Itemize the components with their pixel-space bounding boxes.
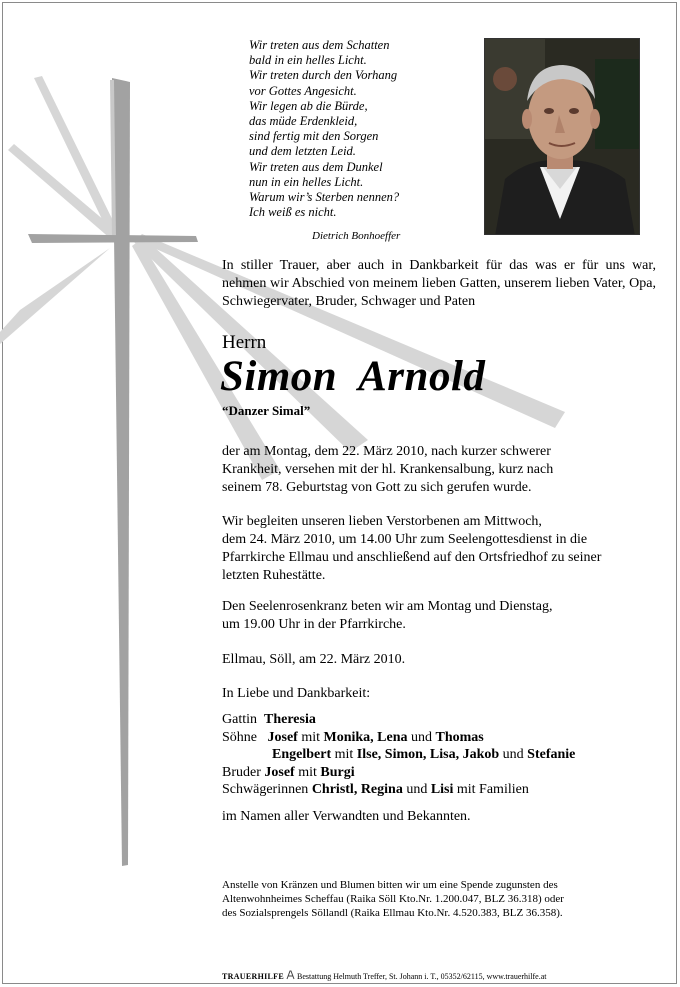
relatives (222, 808, 652, 826)
connector-text: und (502, 747, 524, 762)
portrait-photo (484, 38, 640, 235)
text-line: seinem 78. Geburtstag von Gott zu sich gerufen wurde. (222, 480, 532, 495)
poem-line: sind fertig mit den Sorgen (249, 129, 379, 144)
poem-author: Dietrich Bonhoeffer (312, 230, 401, 242)
family-list (222, 711, 575, 799)
poem-line: Wir legen ab die Bürde, (249, 98, 368, 113)
text-line: dem 24. März 2010, um 14.00 Uhr zum Seelengottesdienst in die (222, 532, 588, 547)
poem-line: bald in ein helles Licht. (249, 53, 367, 68)
poem-line: nun in ein helles Licht. (249, 174, 364, 189)
nickname: “Danzer Simal” (222, 403, 311, 418)
family-label: Söhne (222, 729, 257, 745)
poem-line: Wir treten aus dem Schatten (249, 38, 390, 52)
family-name: Christl, Regina (311, 782, 403, 797)
deceased-name: Simon Arnold (220, 353, 486, 400)
family-name: Burgi (320, 764, 355, 780)
family-name: Ilse, Simon, Lisa, Jakob (356, 747, 500, 762)
footer-brand: TRAUERHILFE (222, 972, 284, 981)
place-date (222, 651, 652, 669)
family-name: Josef (264, 764, 295, 780)
text-line: Den Seelenrosenkranz beten wir am Montag und Dienstag, (222, 599, 553, 614)
connector-text: mit (334, 747, 354, 762)
family-label: Gattin (222, 712, 257, 727)
text-line: der am Montag, dem 22. März 2010, nach kurzer schwerer (222, 444, 551, 459)
rosary-paragraph (222, 598, 652, 634)
text-line: Altenwohnheimes Scheffau (Raika Söll Kto.Nr. 1.200.047, BLZ 36.318) oder (222, 893, 564, 905)
poem-line: und dem letzten Leid. (249, 144, 356, 159)
text-line: letzten Ruhestätte. (222, 568, 326, 583)
connector-text: mit (301, 729, 320, 745)
poem (249, 38, 459, 220)
footer (222, 970, 546, 981)
text-line: um 19.00 Uhr in der Pfarrkirche. (222, 617, 406, 632)
connector-text: und (411, 729, 433, 745)
family-name: Lisi (430, 782, 454, 797)
poem-line: Wir treten durch den Vorhang (249, 68, 398, 83)
poem-line: Ich weiß es nicht. (249, 205, 337, 220)
text-line: Pfarrkirche Ellmau und anschließend auf den Ortsfriedhof zu seiner (222, 550, 602, 565)
salutation: Herrn (222, 332, 267, 353)
death-paragraph (222, 443, 652, 497)
family-name: Stefanie (527, 747, 576, 762)
family-name: Monika, Lena (323, 729, 408, 745)
connector-text: und (406, 782, 428, 797)
family-name: Josef (267, 729, 298, 745)
text-line: Krankheit, versehen mit der hl. Krankensalbung, kurz nach (222, 462, 554, 477)
funeral-paragraph (222, 513, 652, 585)
family-label: Bruder (222, 764, 261, 780)
family-name: Engelbert (272, 747, 332, 762)
closing (222, 685, 652, 703)
trauerhilfe-logo-icon (286, 970, 295, 980)
intro-text: In stiller Trauer, aber auch in Dankbarkeit für das was er für uns war, nehmen wir Abschied von meinem lieben Gatten, unserem lieben Vater, Opa, Schwiegervater, Bruder, Schwager und Paten (222, 258, 656, 309)
connector-text: mit (298, 764, 317, 780)
text-line: Anstelle von Kränzen und Blumen bitten wir um eine Spende zugunsten des (222, 879, 558, 891)
donation-note (222, 878, 564, 920)
poem-line: vor Gottes Angesicht. (249, 83, 357, 98)
family-row-bruder (222, 764, 575, 782)
family-name: Theresia (264, 712, 316, 727)
place-date-text: Ellmau, Söll, am 22. März 2010. (222, 652, 406, 667)
connector-text: mit Familien (456, 782, 529, 797)
family-row-soehne (222, 729, 575, 747)
footer-text: Bestattung Helmuth Treffer, St. Johann i. T., 05352/62115, www.trauerhilfe.at (296, 972, 547, 981)
poem-line: das müde Erdenkleid, (249, 114, 358, 129)
poem-line: Wir treten aus dem Dunkel (249, 159, 383, 174)
closing-text: In Liebe und Dankbarkeit: (222, 686, 371, 701)
family-label: Schwägerinnen (222, 782, 309, 797)
family-row-gattin (222, 711, 575, 729)
family-name: Thomas (435, 729, 484, 745)
text-line: des Sozialsprengels Söllandl (Raika Ellmau Kto.Nr. 4.520.383, BLZ 36.358). (222, 907, 563, 919)
family-row-soehne-2 (222, 746, 575, 764)
family-row-schwaegerinnen (222, 781, 575, 799)
relatives-text: im Namen aller Verwandten und Bekannten. (222, 809, 471, 824)
poem-line: Warum wir’s Sterben nennen? (249, 190, 400, 205)
text-line: Wir begleiten unseren lieben Verstorbenen am Mittwoch, (222, 514, 542, 529)
